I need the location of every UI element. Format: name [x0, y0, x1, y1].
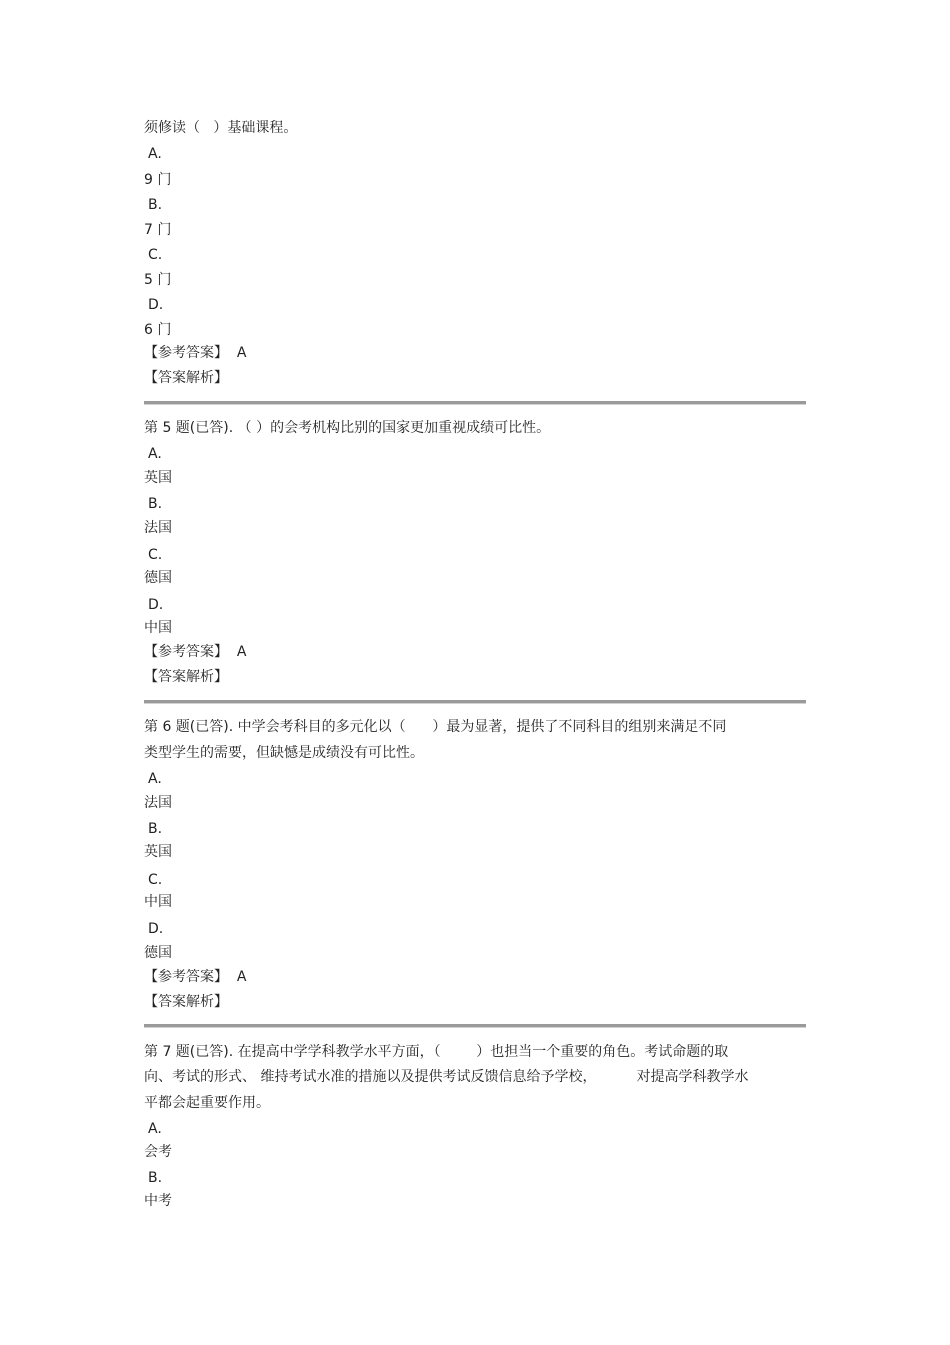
- option-text: 中国: [144, 894, 172, 910]
- reference-answer: [144, 643, 246, 661]
- option-letter: A.: [148, 446, 162, 462]
- answer-analysis-label: 【答案解析】: [144, 669, 228, 685]
- answer-value: A: [236, 969, 247, 985]
- option-letter: B.: [148, 821, 163, 837]
- reference-answer: [144, 344, 246, 362]
- option-letter: A.: [148, 1121, 162, 1137]
- answer-analysis-label: 【答案解析】: [144, 994, 228, 1010]
- answer-analysis-label: 【答案解析】: [144, 370, 228, 386]
- question-5-stem: 第 5 题(已答). （ ）的会考机构比别的国家更加重视成绩可比性。: [144, 420, 551, 436]
- option-text: 5 门: [144, 272, 172, 288]
- answer-value: A: [236, 345, 247, 361]
- question-divider: [144, 1024, 806, 1028]
- option-text: 7 门: [144, 222, 172, 238]
- option-text: 会考: [144, 1144, 172, 1160]
- question-7-stem-line-1: 第 7 题(已答). 在提高中学学科教学水平方面，（ ）也担当一个重要的角色。考试命题的取: [144, 1044, 729, 1060]
- answer-value: A: [236, 644, 247, 660]
- option-text: 德国: [144, 945, 172, 961]
- question-7-stem-line-2: 向、考试的形式、 维持考试水准的措施以及提供考试反馈信息给予学校， 对提高学科教学水: [144, 1069, 749, 1085]
- option-letter: A.: [148, 771, 162, 787]
- option-text: 中国: [144, 620, 172, 636]
- option-text: 德国: [144, 570, 172, 586]
- option-letter: D.: [148, 921, 164, 937]
- question-divider: [144, 401, 806, 405]
- option-text: 中考: [144, 1193, 172, 1209]
- option-letter: B.: [148, 197, 163, 213]
- question-4-stem: 须修读（ ）基础课程。: [144, 120, 298, 136]
- option-text: 英国: [144, 844, 172, 860]
- question-6-stem-line-2: 类型学生的需要，但缺憾是成绩没有可比性。: [144, 745, 424, 761]
- option-letter: C.: [148, 547, 163, 563]
- option-text: 6 门: [144, 322, 172, 338]
- option-letter: B.: [148, 1170, 163, 1186]
- option-text: 9 门: [144, 172, 172, 188]
- question-7-stem-line-3: 平都会起重要作用。: [144, 1095, 270, 1111]
- answer-label: 【参考答案】: [144, 969, 228, 985]
- option-text: 英国: [144, 470, 172, 486]
- reference-answer: [144, 968, 246, 986]
- answer-label: 【参考答案】: [144, 345, 228, 361]
- option-letter: C.: [148, 247, 163, 263]
- option-letter: C.: [148, 872, 163, 888]
- option-text: 法国: [144, 520, 172, 536]
- question-6-stem-line-1: 第 6 题(已答). 中学会考科目的多元化以（ ）最为显著，提供了不同科目的组别来满足不同: [144, 719, 727, 735]
- option-letter: D.: [148, 297, 164, 313]
- option-letter: B.: [148, 496, 163, 512]
- option-letter: A.: [148, 146, 162, 162]
- answer-label: 【参考答案】: [144, 644, 228, 660]
- option-text: 法国: [144, 795, 172, 811]
- option-letter: D.: [148, 597, 164, 613]
- question-divider: [144, 700, 806, 704]
